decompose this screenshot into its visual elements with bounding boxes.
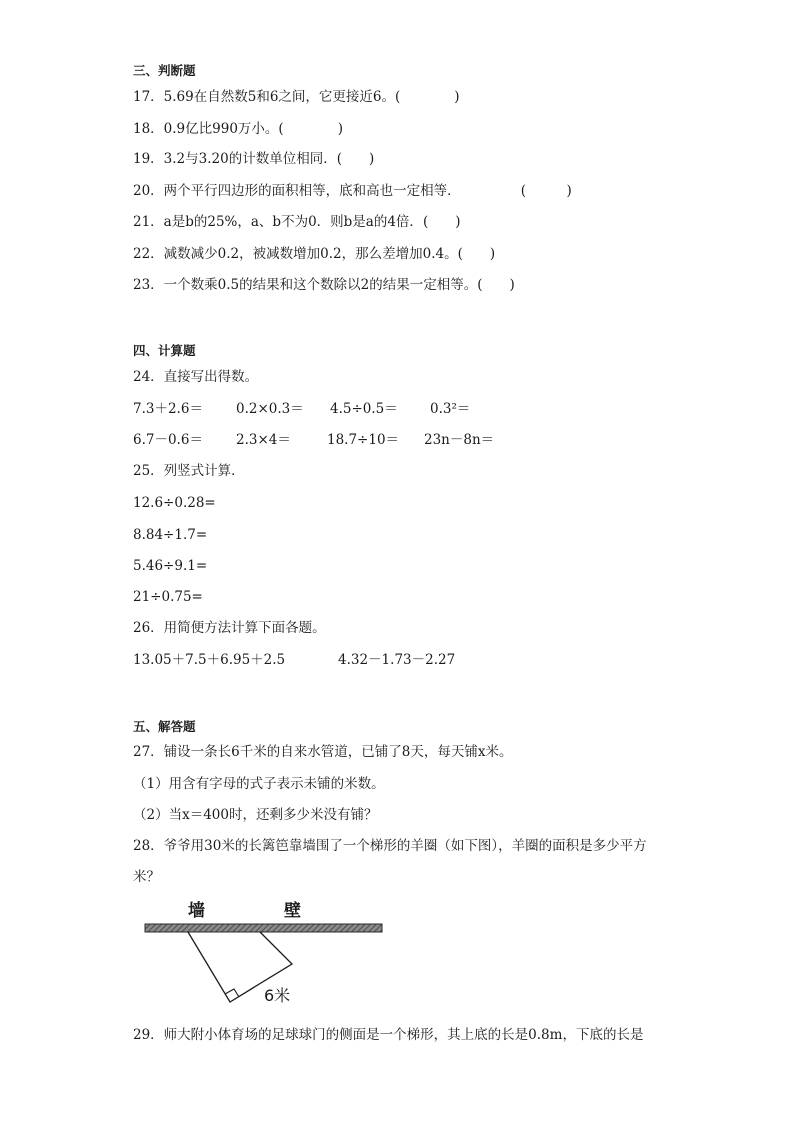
question-text: 19．3.2与3.20的计数单位相同． [133, 151, 337, 167]
question-24-title: 24．直接写出得数。 [133, 369, 259, 385]
expression: 18.7÷10＝ [327, 432, 400, 448]
vertical-calc-item: 21÷0.75= [133, 589, 203, 605]
wall-label-right: 壁 [284, 901, 301, 921]
vertical-calc-item: 5.46÷9.1= [133, 558, 208, 574]
answer-paren[interactable]: ( ) [477, 277, 515, 293]
answer-paren[interactable]: ( ) [395, 89, 460, 105]
answer-paren[interactable]: ( ) [422, 214, 461, 230]
wall [145, 924, 382, 932]
question-text: 23．一个数乘0.5的结果和这个数除以2的结果一定相等。 [133, 277, 478, 293]
section-title-judge: 三、判断题 [133, 63, 196, 78]
question-27-sub-1: （1）用含有字母的式子表示未铺的米数。 [133, 776, 385, 792]
vertical-calc-item: 12.6÷0.28= [133, 495, 216, 511]
wall-label-left: 墙 [188, 901, 205, 921]
section-title-solve: 五、解答题 [133, 719, 196, 734]
question-text: 22．减数减少0.2，被减数增加0.2，那么差增加0.4。 [133, 246, 458, 262]
expression: 13.05＋7.5＋6.95＋2.5 [133, 652, 286, 668]
question-23 [133, 276, 515, 294]
question-19 [133, 150, 374, 168]
side-length-label: 6米 [264, 986, 291, 1005]
question-26-title: 26．用简便方法计算下面各题。 [133, 620, 326, 636]
question-18 [133, 120, 343, 138]
question-25-title: 25．列竖式计算． [133, 463, 245, 479]
section-title-calc: 四、计算题 [133, 343, 196, 358]
right-angle-mark [225, 989, 239, 997]
question-29-line-1: 29．师大附小体育场的足球球门的侧面是一个梯形，其上底的长是0.8m，下底的长是 [133, 1027, 644, 1043]
expression: 4.32－1.73－2.27 [338, 652, 456, 668]
expression: 4.5÷0.5＝ [330, 401, 398, 417]
question-28-line-1: 28．爷爷用30米的长篱笆靠墙围了一个梯形的羊圈（如下图），羊圈的面积是多少平方 [133, 838, 647, 854]
question-28-line-2: 米？ [133, 869, 160, 885]
expression: 0.3²＝ [430, 401, 471, 417]
question-22 [133, 245, 495, 263]
answer-paren[interactable]: ( ) [336, 151, 375, 167]
expression: 0.2×0.3＝ [236, 401, 304, 417]
question-text: 21．a是b的25%，a、b不为0．则b是a的4倍． [133, 214, 423, 230]
question-20 [133, 182, 572, 200]
question-text: 18．0.9亿比990万小。 [133, 121, 279, 137]
question-27-title: 27．铺设一条长6千米的自来水管道，已铺了8天，每天铺x米。 [133, 744, 513, 760]
question-27-sub-2: （2）当x＝400时，还剩多少米没有铺？ [133, 807, 378, 823]
expression: 2.3×4＝ [236, 432, 291, 448]
vertical-calc-item: 8.84÷1.7= [133, 527, 208, 543]
expression: 23n－8n＝ [424, 432, 495, 448]
question-text: 17．5.69在自然数5和6之间，它更接近6。 [133, 89, 396, 105]
trapezoid-pen-figure [140, 894, 390, 1012]
question-17 [133, 88, 460, 106]
expression: 6.7－0.6＝ [133, 432, 203, 448]
question-21 [133, 213, 460, 231]
expression: 7.3＋2.6＝ [133, 401, 203, 417]
answer-paren[interactable]: ( ) [520, 183, 572, 199]
answer-paren[interactable]: ( ) [457, 246, 496, 262]
answer-paren[interactable]: ( ) [278, 121, 343, 137]
question-text: 20．两个平行四边形的面积相等，底和高也一定相等． [133, 183, 461, 199]
